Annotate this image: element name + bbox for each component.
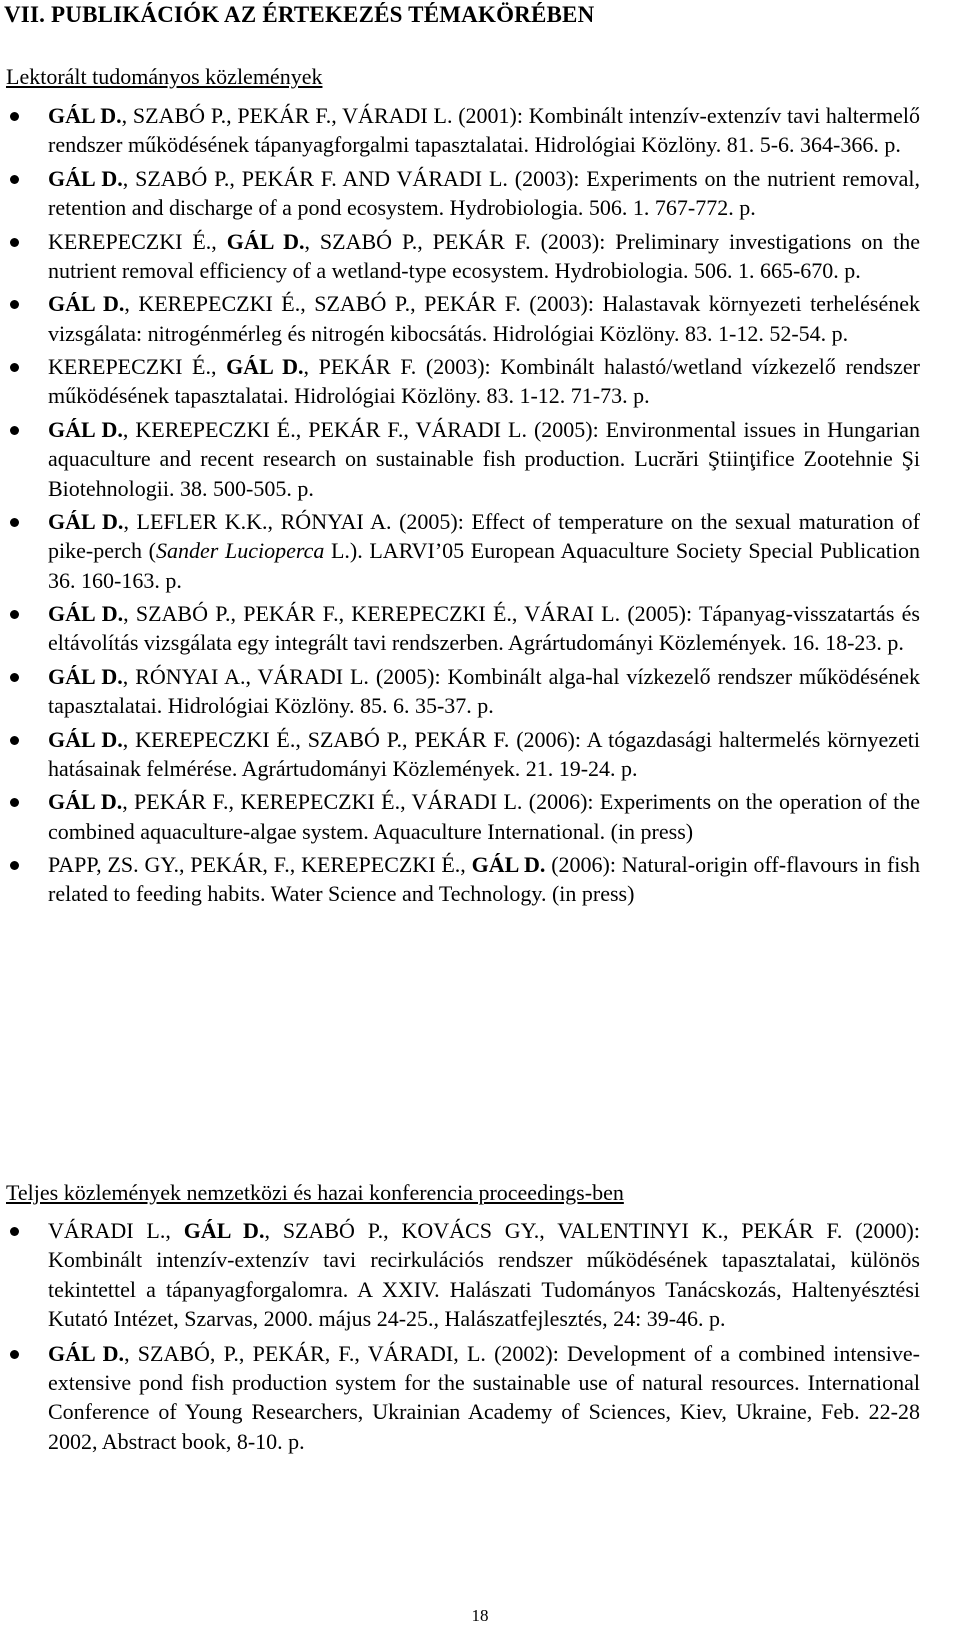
author-highlight: GÁL D. — [226, 354, 304, 380]
author-highlight: GÁL D. — [48, 726, 123, 752]
publication-entry — [48, 289, 920, 348]
bullet-icon — [10, 798, 19, 807]
author-highlight: GÁL D. — [48, 508, 124, 534]
bullet-icon — [10, 610, 19, 619]
citation-text: PAPP, ZS. GY., PEKÁR, F., KEREPECZKI É., — [48, 852, 472, 878]
citation-text: , PEKÁR F., KEREPECZKI É., VÁRADI L. (2006): Experiments on the operation of the combined aquaculture-algae system. Aquaculture International. (in press) — [48, 789, 920, 844]
citation-text: , SZABÓ P., PEKÁR F., VÁRADI L. (2001): Kombinált intenzív-extenzív tavi haltermelő rendszer működésének tápanyagforgalmi tapasztalatai. Hidrológiai Közlöny. 81. 5-6. 364-366. p. — [48, 103, 920, 158]
chapter-heading: VII. PUBLIKÁCIÓK AZ ÉRTEKEZÉS TÉMAKÖRÉBEN — [4, 2, 595, 27]
bullet-icon — [10, 736, 19, 745]
citation-text: L.). LARVI’05 European Aquaculture Society Special Publication 36. 160-163. p. — [48, 538, 921, 593]
citation-text: , KEREPECZKI É., SZABÓ P., PEKÁR F. (2006): A tógazdasági haltermelés környezeti hatásainak felmérése. Agrártudományi Közlemények. 21. 19-24. p. — [48, 726, 920, 781]
citation-text: (2006): Natural-origin off-flavours in fish related to feeding habits. Water Science and Technology. (in press) — [48, 852, 920, 907]
author-highlight: GÁL D. — [471, 852, 546, 878]
citation-text: , SZABÓ P., PEKÁR F. (2003): Preliminary investigations on the nutrient removal efficiency of a wetland-type ecosystem. Hydrobiologia. 506. 1. 665-670. p. — [48, 228, 920, 283]
citation-text: , SZABÓ P., PEKÁR F., KEREPECZKI É., VÁRAI L. (2005): Tápanyag-visszatartás és eltávolítás vizsgálata egy integrált tavi rendszerben. Agrártudományi Közlemények. 16. 18-23. p. — [48, 601, 920, 656]
page-number: 18 — [471, 1606, 489, 1625]
publication-entry — [48, 725, 920, 784]
author-highlight: GÁL D. — [48, 291, 125, 317]
publication-entry — [48, 1339, 920, 1456]
publication-entry — [48, 507, 920, 595]
citation-text: , SZABÓ P., PEKÁR F. AND VÁRADI L. (2003): Experiments on the nutrient removal, retention and discharge of a pond ecosystem. Hydrobiologia. 506. 1. 767-772. p. — [48, 165, 920, 221]
publication-entry — [48, 787, 920, 846]
author-highlight: GÁL D. — [226, 228, 305, 254]
author-highlight: GÁL D. — [48, 165, 123, 191]
citation-text: , SZABÓ P., KOVÁCS GY., VALENTINYI K., PEKÁR F. (2000): Kombinált intenzív-extenzív tavi recirkulációs rendszer működésének tapasztalatai, különös tekintettel a tápanyagforgalomra. A XXIV. Halászati Tudományos Tanácskozás, Haltenyésztési Kutató Intézet, Szarvas, 2000. május 24-25., Halászatfejlesztés, 24: 39-46. p. — [48, 1218, 920, 1331]
publication-entry — [48, 227, 920, 286]
bullet-icon — [10, 175, 19, 184]
citation-text: , KEREPECZKI É., PEKÁR F., VÁRADI L. (2005): Environmental issues in Hungarian aquaculture and recent research on sustainable fish production. Lucrări Ştiinţifice Zootehnie Şi Biotehnologii. 38. 500-505. p. — [48, 416, 920, 501]
conference-publication-list — [0, 1216, 960, 1461]
publication-entry — [48, 662, 920, 721]
publication-entry — [48, 415, 920, 503]
peer-reviewed-publication-list — [0, 101, 960, 913]
bullet-icon — [10, 861, 19, 870]
citation-text: , KEREPECZKI É., SZABÓ P., PEKÁR F. (2003): Halastavak környezeti terhelésének vizsgálata: nitrogénmérleg és nitrogén kibocsátás. Hidrológiai Közlöny. 83. 1-12. 52-54. p. — [48, 291, 921, 346]
bullet-icon — [10, 363, 19, 372]
section-title-peer-reviewed: Lektorált tudományos közlemények — [6, 64, 323, 89]
bullet-icon — [10, 518, 19, 527]
bullet-icon — [10, 426, 19, 435]
species-name: Sander Lucioperca — [156, 538, 325, 564]
bullet-icon — [10, 112, 19, 121]
publication-entry — [48, 352, 920, 411]
publication-entry — [48, 599, 920, 658]
author-highlight: GÁL D. — [48, 601, 124, 627]
bullet-icon — [10, 1350, 19, 1359]
citation-text: , LEFLER K.K., RÓNYAI A. (2005): Effect of temperature on the sexual maturation of pike-perch ( — [48, 508, 920, 564]
author-highlight: GÁL D. — [48, 103, 122, 128]
citation-text: , RÓNYAI A., VÁRADI L. (2005): Kombinált alga-hal vízkezelő rendszer működésének tapasztalatai. Hidrológiai Közlöny. 85. 6. 35-37. p. — [48, 663, 920, 719]
bullet-icon — [10, 300, 19, 309]
author-highlight: GÁL D. — [48, 663, 123, 689]
author-highlight: GÁL D. — [48, 416, 123, 442]
citation-text: , PEKÁR F. (2003): Kombinált halastó/wetland vízkezelő rendszer működésének tapasztalatai. Hidrológiai Közlöny. 83. 1-12. 71-73. p. — [48, 354, 920, 409]
author-highlight: GÁL D. — [183, 1218, 265, 1243]
publication-entry — [48, 1216, 920, 1333]
publication-entry — [48, 101, 920, 160]
publication-entry — [48, 850, 920, 909]
section-title-conference-proceedings: Teljes közlemények nemzetközi és hazai konferencia proceedings-ben — [6, 1180, 624, 1205]
bullet-icon — [10, 1227, 19, 1236]
author-highlight: GÁL D. — [48, 1340, 125, 1366]
citation-text: , SZABÓ, P., PEKÁR, F., VÁRADI, L. (2002): Development of a combined intensive-extensive pond fish production system for the sustainable use of natural resources. International Conference of Young Researchers, Ukrainian Academy of Sciences, Kiev, Ukraine, Feb. 22-28 2002, Abstract book, 8-10. p. — [48, 1340, 920, 1454]
citation-text: VÁRADI L., — [48, 1218, 184, 1243]
author-highlight: GÁL D. — [48, 789, 123, 815]
bullet-icon — [10, 673, 19, 682]
publication-entry — [48, 164, 920, 223]
citation-text: KEREPECZKI É., — [48, 228, 227, 254]
citation-text: KEREPECZKI É., — [48, 354, 227, 380]
bullet-icon — [10, 238, 19, 247]
